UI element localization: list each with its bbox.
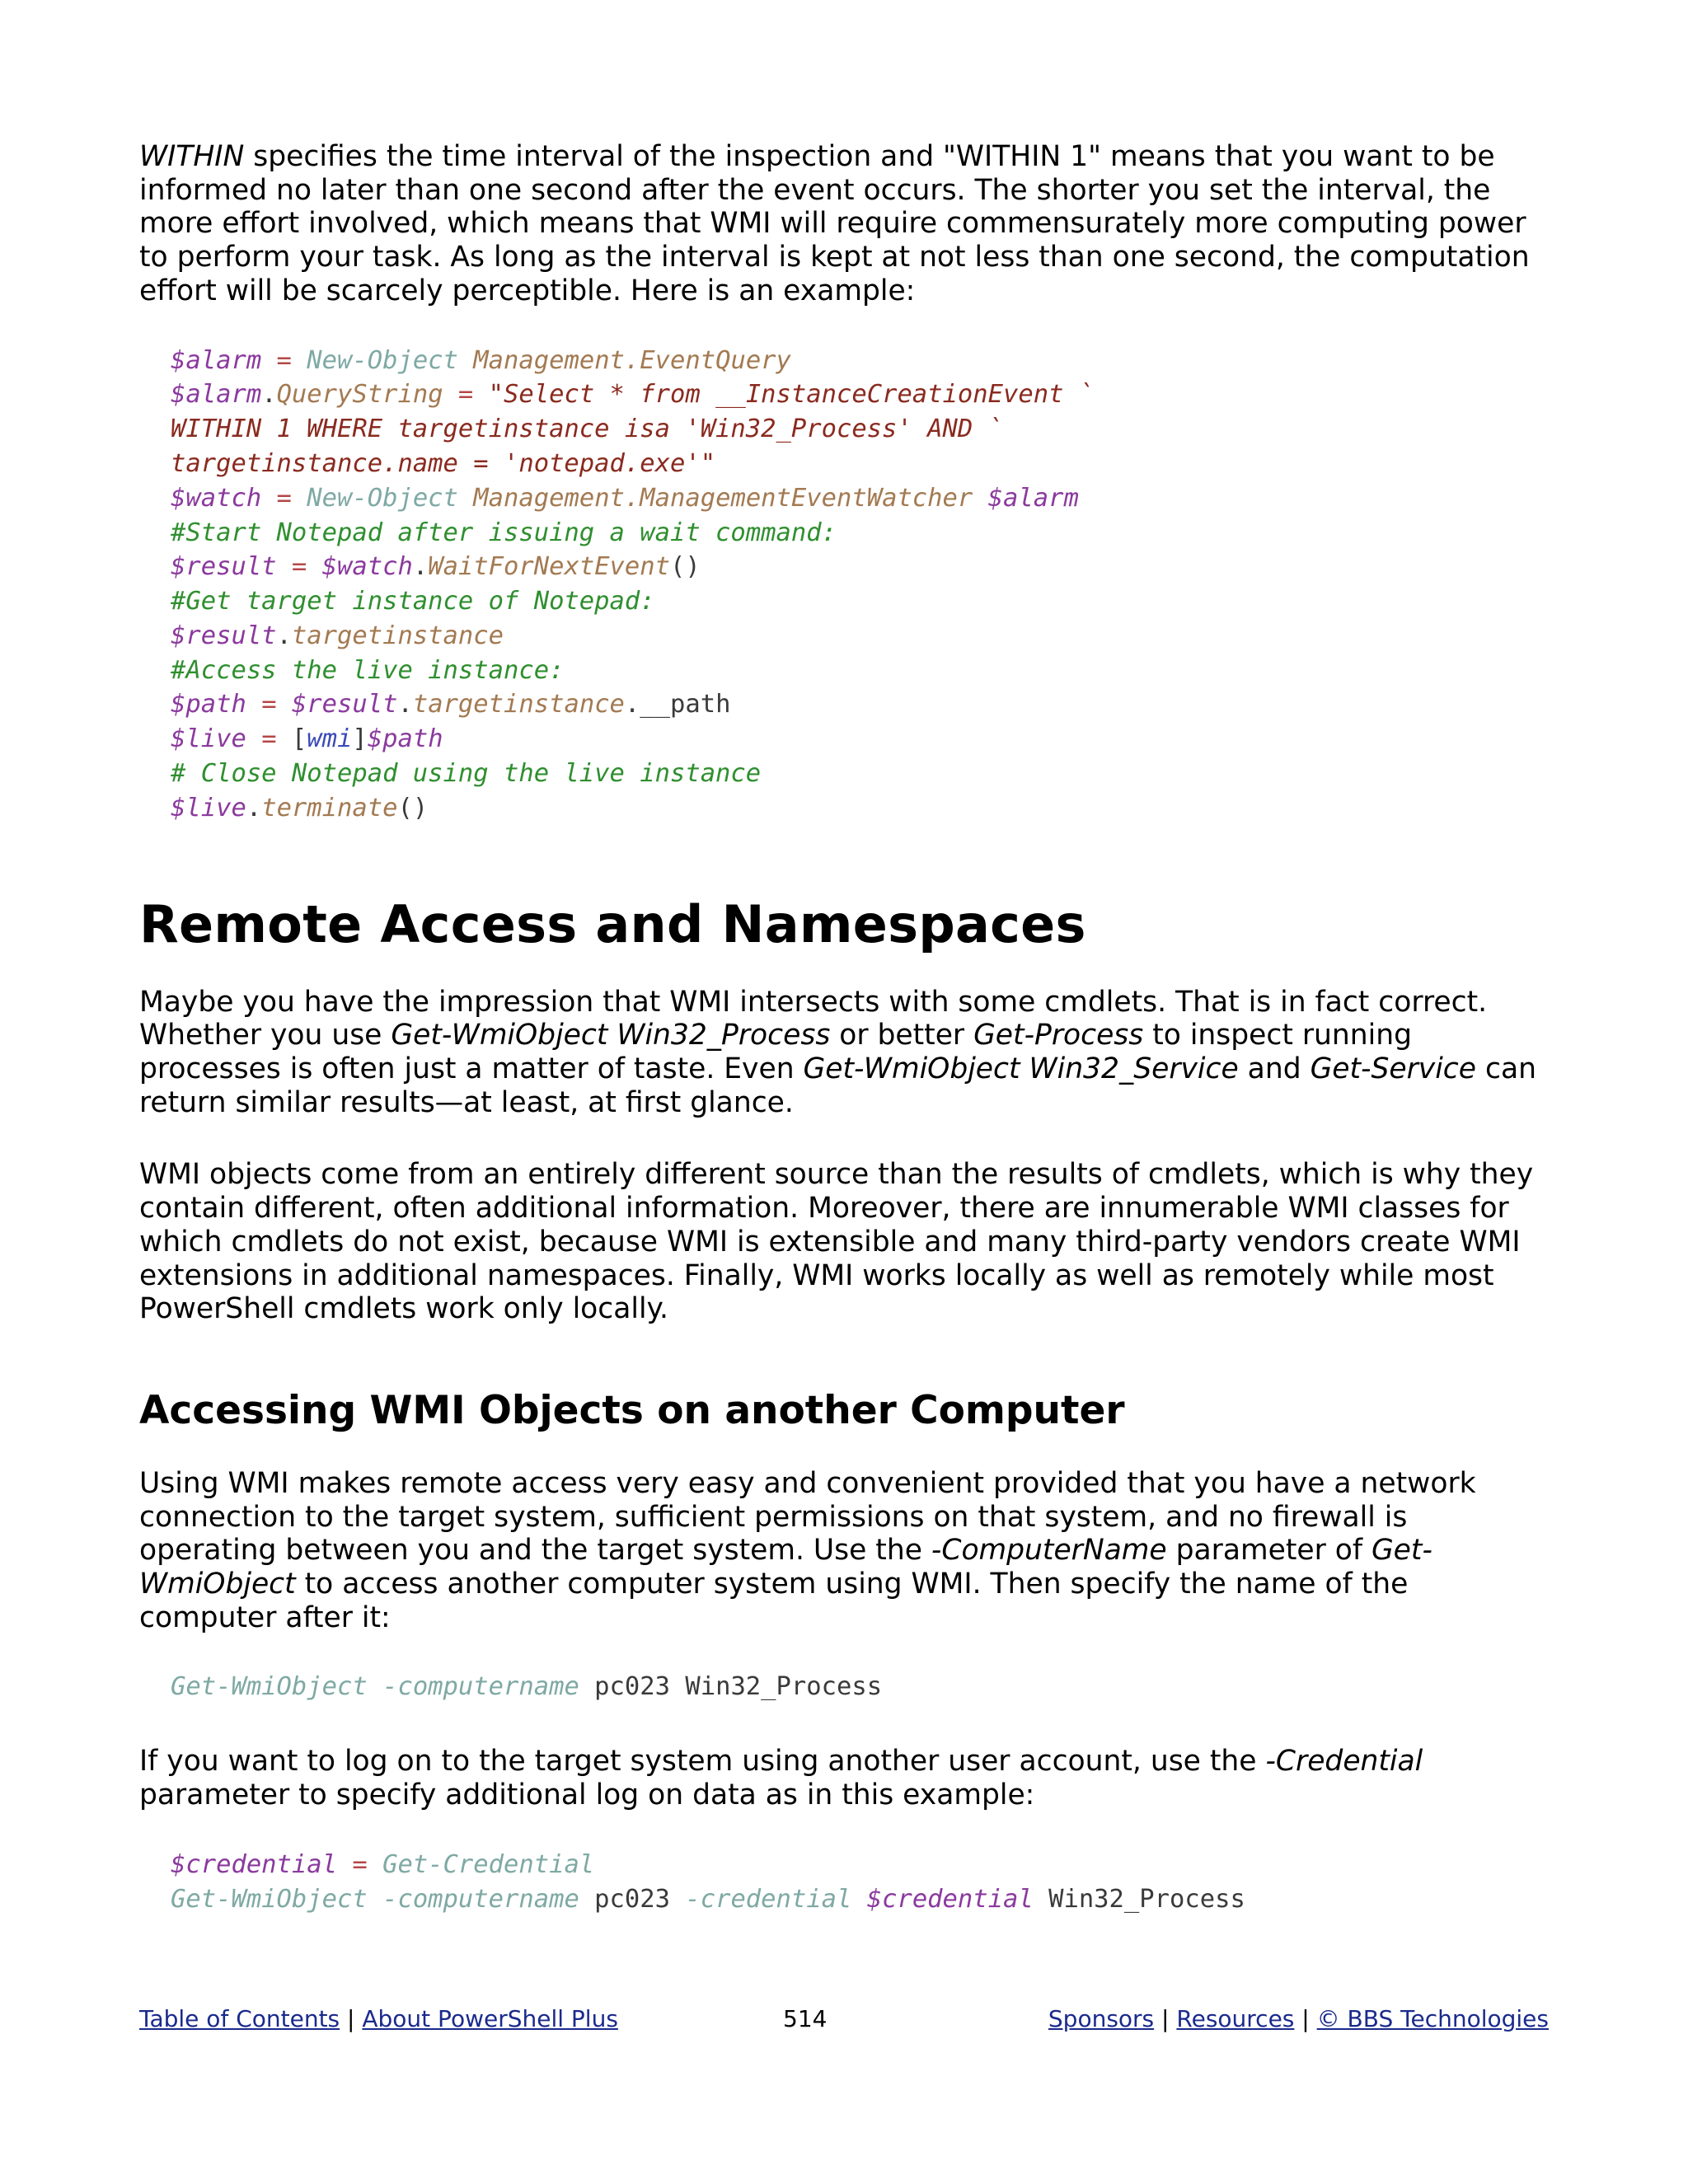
code-line: $live.terminate() (171, 793, 429, 823)
code-line: $path = $result.targetinstance.__path (171, 690, 731, 719)
code-line: $credential = Get-Credential (171, 1849, 595, 1879)
page-content (139, 140, 1549, 1916)
paragraph-credential: If you want to log on to the target system using another user account, use the -Credential parameter to specify additional log on data as in this example: (139, 1745, 1423, 1812)
code-line: $watch = New-Object Management.ManagementEventWatcher $alarm (171, 483, 1079, 513)
footer-left-links (139, 2005, 618, 2033)
paragraph-text: specifies the time interval of the inspection and "WITHIN 1" means that you want to be informed no later than one second after the event occurs. The shorter you set the interval, the more effort involved, which means that WMI will require commensurately more computing power to perform your task. As long as the interval is kept at not less than one second, the computation effort will be scarcely perceptible. Here is an example: (139, 140, 1530, 307)
code-comment: #Get target instance of Notepad: (171, 587, 655, 616)
page-number: 514 (783, 2005, 828, 2032)
code-line: $live = [wmi]$path (171, 724, 443, 754)
paragraph-remote-access: Using WMI makes remote access very easy and convenient provided that you have a network connection to the target system, sufficient permissions on that system, and no firewall is operating between you and the target system. Use the -ComputerName parameter of Get-WmiObject to access another computer system using WMI. Then specify the name of the computer after it: (139, 1467, 1476, 1634)
code-comment: #Access the live instance: (171, 655, 565, 685)
separator: | (340, 2005, 363, 2032)
separator: | (1294, 2005, 1317, 2032)
link-resources[interactable]: Resources (1176, 2005, 1295, 2032)
code-block-credential (139, 1848, 1549, 1917)
code-comment: #Start Notepad after issuing a wait command: (171, 518, 837, 547)
code-line: targetinstance.name = 'notepad.exe'" (171, 448, 716, 478)
code-line: $alarm.QueryString = "Select * from __InstanceCreationEvent ` (171, 380, 1095, 410)
separator: | (1154, 2005, 1177, 2032)
heading-remote-access: Remote Access and Namespaces (139, 893, 1086, 954)
code-comment: # Close Notepad using the live instance (171, 759, 762, 789)
code-line: WITHIN 1 WHERE targetinstance isa 'Win32_Process' AND ` (171, 415, 1003, 444)
code-line: Get-WmiObject -computername pc023 -credential $credential Win32_Process (171, 1884, 1245, 1914)
code-block-computername (139, 1670, 1549, 1704)
paragraph-wmi-sources: WMI objects come from an entirely different source than the results of cmdlets, which is why they contain different, often additional information. Moreover, there are innumerable WMI classes for which cmdlets do not exist, because WMI is extensible and many third-party vendors create WMI extensions in additional namespaces. Finally, WMI works locally as well as remotely while most PowerShell cmdlets work only locally. (139, 1158, 1534, 1326)
footer-right-links (1048, 2005, 1549, 2033)
code-line: $alarm = New-Object Management.EventQuery (171, 345, 791, 375)
heading-accessing-remote: Accessing WMI Objects on another Computer (139, 1388, 1125, 1433)
code-line: $result.targetinstance (171, 621, 504, 650)
link-about-powershell-plus[interactable]: About PowerShell Plus (362, 2005, 618, 2032)
keyword-within: WITHIN (139, 140, 245, 173)
paragraph-within (139, 140, 1549, 308)
paragraph-cmdlets-intersect: Maybe you have the impression that WMI intersects with some cmdlets. That is in fact correct. Whether you use Get-WmiObject Win32_Process or better Get-Process to inspect running processes is often just a matter of taste. Even Get-WmiObject Win32_Service and Get-Service can return similar results—at least, at first glance. (139, 985, 1536, 1119)
code-line: Get-WmiObject -computername pc023 Win32_Process (171, 1671, 883, 1701)
link-table-of-contents[interactable]: Table of Contents (139, 2005, 340, 2032)
code-block-event-query (139, 344, 1549, 826)
code-line: $result = $watch.WaitForNextEvent() (171, 552, 701, 582)
link-sponsors[interactable]: Sponsors (1048, 2005, 1155, 2032)
link-bbs-technologies[interactable]: © BBS Technologies (1316, 2005, 1549, 2032)
